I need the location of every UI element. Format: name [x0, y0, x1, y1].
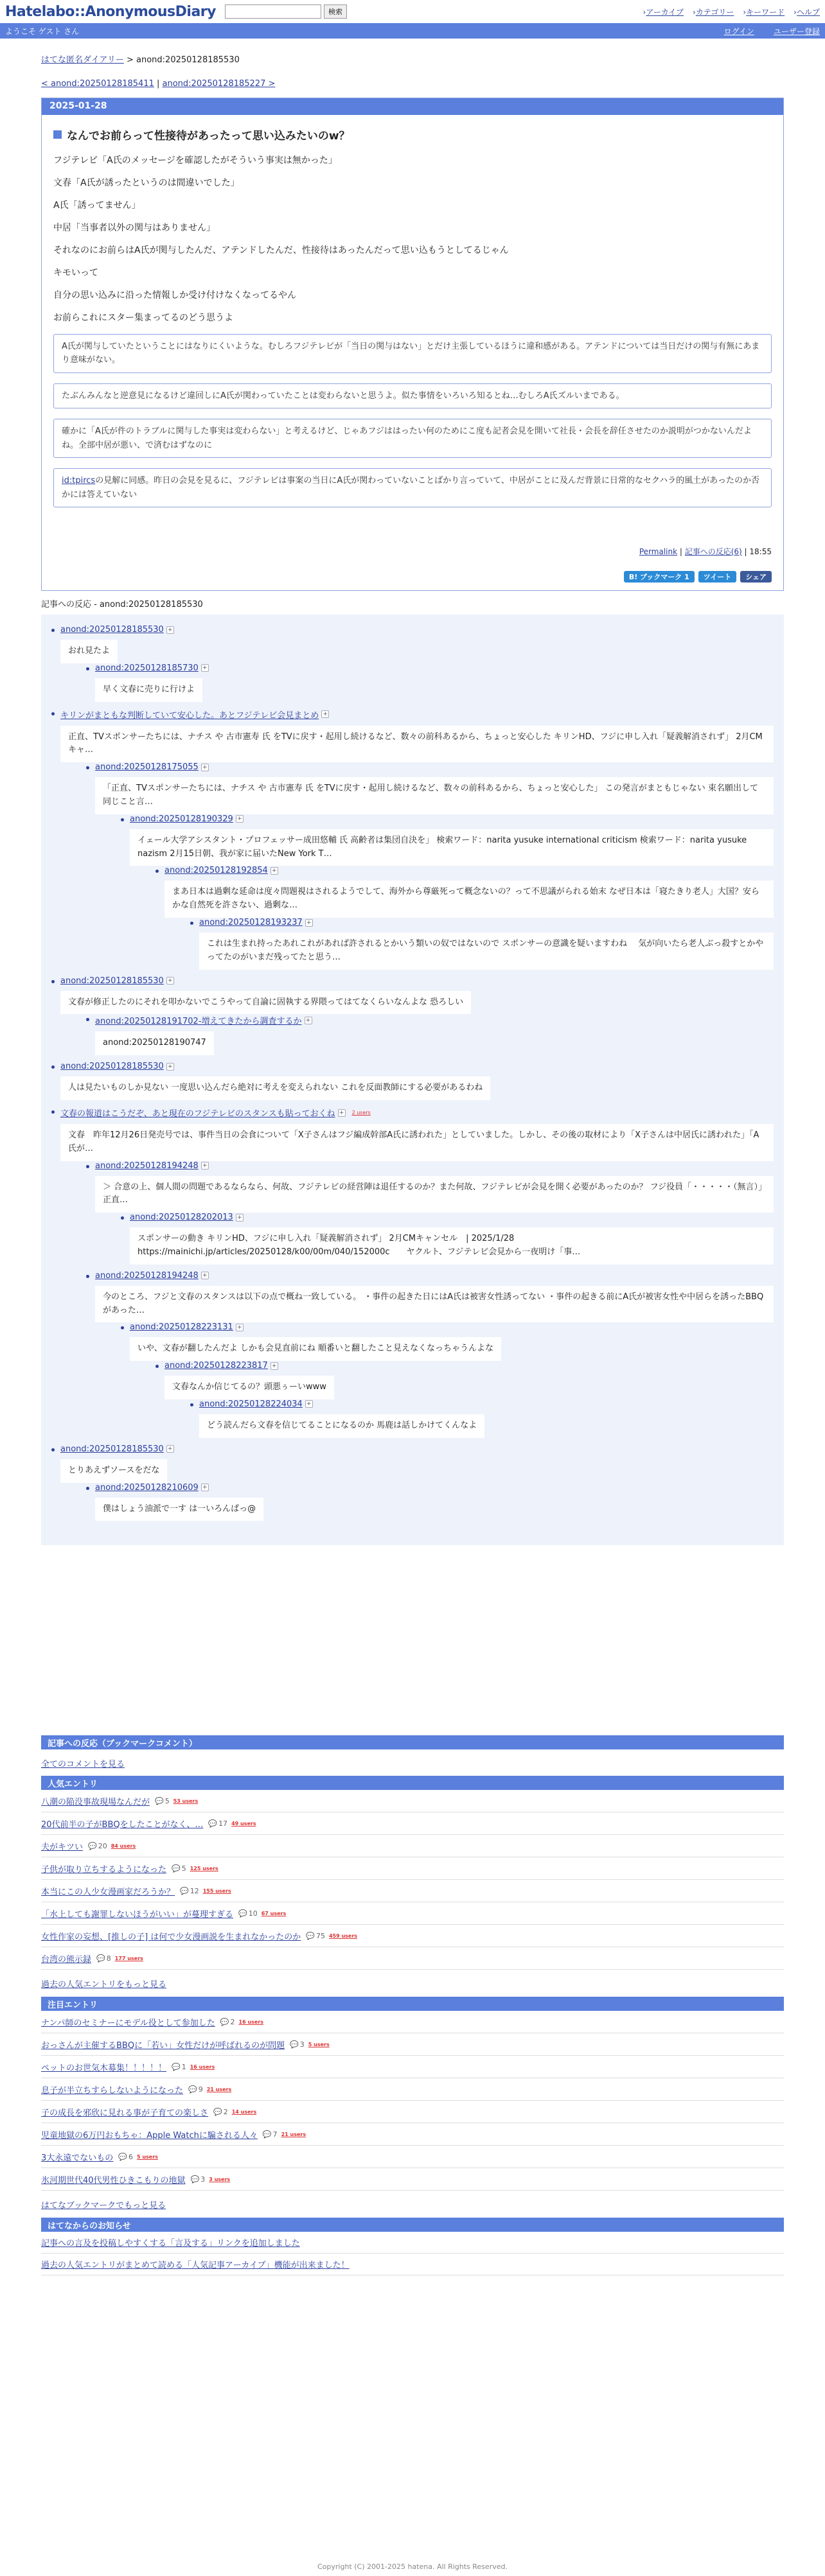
- comment-icon: 💬: [88, 1841, 97, 1850]
- comment-icon: 💬: [172, 1864, 181, 1873]
- user-register-link[interactable]: ユーザー登録: [773, 26, 820, 36]
- entry-title-link[interactable]: 八潮の陥没事故現場なんだが: [41, 1797, 150, 1807]
- comment-icon: 💬: [96, 1954, 105, 1963]
- reaction-item: [86, 1014, 774, 1055]
- reaction-list: [190, 918, 774, 970]
- entry-item: [41, 1880, 784, 1902]
- reactions-link[interactable]: 記事への反応(6): [684, 547, 742, 557]
- reaction-head: [130, 1213, 774, 1222]
- pager-separator: |: [154, 79, 163, 89]
- entry-item: [41, 1902, 784, 1925]
- reaction-head: [60, 1444, 774, 1454]
- bookmark-users-badge[interactable]: 125 users: [190, 1865, 218, 1871]
- entry-item: [41, 2033, 784, 2056]
- pager: [41, 79, 784, 89]
- add-star-icon[interactable]: +: [305, 919, 313, 927]
- bookmark-users-badge[interactable]: 2 users: [351, 1110, 371, 1116]
- comment-icon: 💬: [188, 2085, 197, 2094]
- entry-title-link[interactable]: 女性作家の妄想、[推しの子] は何で少女漫画説を生まれなかったのか: [41, 1932, 301, 1942]
- reaction-link[interactable]: anond:20250128185730: [95, 663, 199, 673]
- quote-block: [53, 383, 772, 408]
- share-row: [53, 571, 772, 583]
- entry-line: フジテレビ「A氏のメッセージを確認したがそういう事実は無かった」: [53, 155, 337, 166]
- reaction-item: [51, 1444, 774, 1521]
- reaction-body: どう読んだら文春を信じてることになるのか 馬鹿は話しかけてくんなよ: [199, 1414, 484, 1438]
- reaction-body: まあ日本は過剰な延命は度々問題視はされるようでして、海外から尊厳死って概念ないの？って不思議がられる始末 なぜ日本は「寝たきり老人」大国？安らかな自然死を許さない、過剰な…: [164, 881, 774, 918]
- entry-item: [41, 1835, 784, 1857]
- reaction-head: [130, 1322, 774, 1332]
- search-button[interactable]: 検索: [324, 4, 347, 19]
- reaction-item: [86, 1483, 774, 1521]
- entry-item: [41, 1947, 784, 1970]
- reaction-list: [121, 1213, 774, 1265]
- comment-icon: 💬: [172, 2062, 181, 2071]
- reaction-body: いや、文春が翻したんだよ しかも会見直前にね 順番いと翻したこと見えなくなっちゃうんよな: [130, 1337, 501, 1361]
- reaction-item: [190, 1399, 774, 1438]
- reaction-list: [86, 663, 774, 702]
- bookmark-users-badge[interactable]: 67 users: [261, 1910, 287, 1916]
- reactions-title-id: anond:20250128185530: [99, 600, 203, 610]
- entry-body: [42, 115, 783, 590]
- notice-link[interactable]: 過去の人気エントリがまとめて読める「人気記事アーカイブ」機能が出来ました！: [41, 2261, 350, 2271]
- entry-title-text: なんでお前らって性接待があったって思い込みたいのw？: [67, 130, 350, 143]
- add-star-icon[interactable]: +: [201, 664, 209, 672]
- entry-title-link[interactable]: 20代前半の子がBBQをしたことがなく、…: [41, 1819, 204, 1830]
- add-star-icon[interactable]: +: [305, 1400, 313, 1408]
- comment-icon: 💬: [306, 1931, 315, 1940]
- entry-item: [41, 2168, 784, 2191]
- breadcrumb: [41, 53, 784, 65]
- add-star-icon[interactable]: +: [201, 764, 209, 771]
- nav-keyword-link[interactable]: › キーワード: [743, 6, 785, 17]
- comment-count: 3: [299, 2040, 305, 2049]
- reaction-link[interactable]: anond:20250128202013: [130, 1213, 233, 1223]
- add-star-icon[interactable]: +: [166, 626, 174, 634]
- notice-item: [41, 2232, 784, 2254]
- entry-line: お前らこれにスター集まってるのどう思うよ: [53, 313, 233, 323]
- entry-line: 自分の思い込みに沿った情報しか受け付けなくなってるやん: [53, 290, 296, 301]
- entry-title-link[interactable]: 氷河期世代40代男性ひきこもりの地獄: [41, 2175, 186, 2186]
- bookmark-users-badge[interactable]: 5 users: [308, 2041, 330, 2047]
- bookmark-users-badge[interactable]: 177 users: [114, 1955, 143, 1961]
- reaction-head: [60, 976, 774, 986]
- bookmark-users-badge[interactable]: 21 users: [281, 2131, 306, 2137]
- bookmark-users-badge[interactable]: 459 users: [328, 1932, 358, 1939]
- reaction-head: [95, 1483, 774, 1493]
- reaction-link[interactable]: anond:20250128185530: [60, 625, 164, 635]
- entry-item: [41, 2146, 784, 2168]
- popular-entries-header: 人気エントリ: [41, 1776, 784, 1790]
- entry-title-link[interactable]: 「水上しても謝罪しないほうがいい」が蔓理すぎる: [41, 1909, 234, 1920]
- entry-item: [41, 2101, 784, 2123]
- reaction-list: [86, 762, 774, 969]
- reaction-item: [51, 1107, 774, 1438]
- add-star-icon[interactable]: +: [201, 1162, 209, 1170]
- reaction-link[interactable]: anond:20250128192854: [164, 866, 268, 876]
- title-square-icon: [53, 130, 62, 139]
- entry-title-link[interactable]: 児童地獄の6万円おもちゃ：Apple Watchに騙される人々: [41, 2130, 258, 2141]
- reaction-link[interactable]: anond:20250128210609: [95, 1482, 199, 1493]
- add-star-icon[interactable]: +: [236, 1324, 244, 1331]
- reaction-link[interactable]: anond:20250128185530: [60, 1444, 164, 1454]
- reaction-link[interactable]: anond:20250128194248: [95, 1270, 199, 1281]
- comment-count: 5: [164, 1796, 170, 1805]
- reaction-link[interactable]: anond:20250128193237: [199, 918, 303, 928]
- reaction-list: [86, 1483, 774, 1521]
- reaction-item: [86, 663, 774, 702]
- next-entry-link[interactable]: anond:20250128185227 >: [162, 79, 276, 89]
- entry-item: [41, 1790, 784, 1812]
- reaction-list: [86, 1014, 774, 1055]
- entry-line: A氏「誘ってません」: [53, 200, 141, 211]
- reaction-head: [60, 1107, 774, 1119]
- add-star-icon[interactable]: +: [166, 1445, 174, 1453]
- entry-line: 中居「当事者以外の関与はありません」: [53, 223, 215, 233]
- quote-text: A氏が関与していたということにはなりにくいような。むしろフジテレビが「当日の関与はない」とだけ主張しているほうに違和感がある。アテンドについては当日だけの関与有無にあまり意味がない。: [62, 342, 760, 365]
- reaction-head: [130, 814, 774, 824]
- nav-archive-link[interactable]: › アーカイブ: [643, 6, 684, 17]
- top-nav: [643, 6, 821, 17]
- reaction-item: [155, 1361, 774, 1438]
- bookmark-users-badge[interactable]: 84 users: [111, 1843, 136, 1849]
- reaction-list: [121, 1322, 774, 1437]
- entry-item: [41, 2078, 784, 2101]
- entry-item: [41, 1812, 784, 1835]
- comment-count: 12: [190, 1886, 199, 1895]
- reaction-head: [95, 1161, 774, 1171]
- quote-user-link[interactable]: id:tpircs: [62, 476, 96, 486]
- facebook-share-button[interactable]: シェア: [740, 571, 772, 583]
- breadcrumb-separator: >: [123, 55, 137, 65]
- reactions-title: [41, 597, 784, 609]
- breadcrumb-current: anond:20250128185530: [136, 55, 240, 65]
- comment-count: 8: [106, 1954, 111, 1963]
- reaction-item: [121, 814, 774, 970]
- add-star-icon[interactable]: +: [201, 1484, 209, 1491]
- comment-icon: 💬: [262, 2130, 272, 2139]
- entry-item: [41, 2011, 784, 2033]
- quote-text: たぶんみんなと逆意見になるけど違回しにA氏が関わっていたことは変わらないと思うよ。似た事情をいろいろ知るとね…むしろA氏ズルいまである。: [62, 390, 625, 401]
- reactions-title-prefix: 記事への反応 -: [41, 600, 100, 610]
- reaction-body: 文春なんか信じてるの？頭悪ぅーいwww: [164, 1376, 334, 1399]
- reaction-body: anond:20250128190747: [95, 1031, 214, 1055]
- bookmark-users-badge[interactable]: 16 users: [190, 2063, 215, 2070]
- comment-count: 20: [98, 1841, 107, 1850]
- bookmark-users-badge[interactable]: 53 users: [173, 1798, 199, 1804]
- reaction-item: [86, 762, 774, 969]
- reaction-body: 正直、TVスポンサーたちには、ナチス や 古市憲寿 氏 をTVに戻す・起用し続けるなど、数々の前科あるから、ちょっと安心した キリンHD、フジに申し入れ「疑義解消されず」 2月CMキャ…: [60, 726, 774, 763]
- reaction-item: [51, 625, 774, 702]
- reaction-link[interactable]: anond:20250128190329: [130, 814, 233, 824]
- add-star-icon[interactable]: +: [321, 710, 329, 718]
- add-star-icon[interactable]: +: [338, 1109, 346, 1117]
- reaction-item: [155, 866, 774, 969]
- entry-title-link[interactable]: ナンパ師のセミナーにモデル役として参加した: [41, 2018, 215, 2028]
- comment-icon: 💬: [155, 1796, 164, 1805]
- bookmark-comments-header: 記事への反応（ブックマークコメント）: [41, 1735, 784, 1749]
- entry-title-link[interactable]: 子供が取り立ちするようになった: [41, 1864, 167, 1875]
- comment-icon: 💬: [180, 1886, 189, 1895]
- reaction-body: これは生まれ持ったあれこれがあれば許されるとかいう類いの奴ではないので スポンサーの意識を疑いますわね 気が向いたら老人ぶっ殺すとかやってたのがいまだ残ってたと思う…: [199, 933, 774, 970]
- notable-entries-header: 注目エントリ: [41, 1997, 784, 2011]
- reaction-body: 早く文春に売りに行けよ: [95, 678, 202, 702]
- comment-icon: 💬: [290, 2040, 299, 2049]
- quote-text: の見解に同感。昨日の会見を見るに、フジテレビは事案の当日にA氏が関わっていないことばかり言っていて、中居がことに及んだ背景に日常的なセクハラ的風土があったのか否かには答えていない: [62, 476, 760, 500]
- permalink-link[interactable]: Permalink: [639, 547, 678, 557]
- comment-count: 3: [200, 2175, 206, 2184]
- reaction-item: [51, 1062, 774, 1100]
- comment-count: 2: [230, 2017, 235, 2026]
- comment-icon: 💬: [190, 2175, 200, 2184]
- reaction-head: [60, 1062, 774, 1071]
- notice-link[interactable]: 記事への言及を投稿しやすくする「言及する」リンクを追加しました: [41, 2239, 300, 2249]
- entry-title-link[interactable]: おっさんが主催するBBQに「若い」女性だけが呼ばれるのが問題: [41, 2040, 285, 2051]
- reaction-item: [51, 708, 774, 970]
- hatena-bookmark-button[interactable]: B! ブックマーク 1: [624, 571, 695, 583]
- bookmark-users-badge[interactable]: 16 users: [238, 2019, 264, 2025]
- reaction-body: ＞ 合意の上、個人間の問題であるならなら、何故、フジテレビの経営陣は退任するのか？また何故、フジテレビが会見を開く必要があったのか？ フジ役員「・・・・・（無言）」 正直…: [95, 1176, 774, 1213]
- quote-block: [53, 419, 772, 458]
- bookmark-users-badge[interactable]: 5 users: [136, 2153, 158, 2160]
- comment-icon: 💬: [220, 2017, 229, 2026]
- comment-count: 9: [198, 2085, 203, 2094]
- reaction-head: [164, 1361, 774, 1371]
- nav-help-link[interactable]: › ヘルプ: [794, 6, 820, 17]
- popular-more-link[interactable]: 過去の人気エントリをもっと見る: [41, 1979, 167, 1990]
- reaction-head: [95, 1271, 774, 1281]
- reaction-body: 文春が修正したのにそれを叩かないでこうやって自論に固執する界隈ってはてなくらいなんよな 恐ろしい: [60, 991, 471, 1015]
- add-star-icon[interactable]: +: [305, 1017, 312, 1024]
- reaction-body: 今のところ、フジと文春のスタンスは以下の点で概ね一致している。 ・事件の起きた日にはA氏は被害女性誘ってない ・事件の起きる前にA氏が被害女性や中居らを誘ったBBQがあった…: [95, 1286, 774, 1323]
- reaction-item: [51, 976, 774, 1056]
- entry-time: 18:55: [749, 547, 772, 557]
- reaction-head: [95, 762, 774, 772]
- reaction-item: [86, 1161, 774, 1265]
- reaction-list: [155, 1361, 774, 1438]
- comment-count: 6: [128, 2152, 133, 2161]
- comment-icon: 💬: [208, 1819, 218, 1828]
- add-star-icon[interactable]: +: [271, 1362, 278, 1370]
- reaction-head: [95, 663, 774, 673]
- site-logo[interactable]: Hatelabo::AnonymousDiary: [5, 3, 216, 20]
- tweet-button[interactable]: ツイート: [698, 571, 736, 583]
- top-bar: [0, 0, 825, 23]
- breadcrumb-home-link[interactable]: はてな匿名ダイアリー: [41, 55, 124, 65]
- reaction-list: [121, 814, 774, 970]
- notable-more-link[interactable]: はてなブックマークでもっと見る: [41, 2200, 166, 2211]
- entry-title-link[interactable]: 子の成長を邪欣に見れる事が子育ての楽しさ: [41, 2108, 209, 2118]
- reaction-body: 人は見たいものしか見ない 一度思い込んだら絶対に考えを変えられない これを反面教師にする必要があるわね: [60, 1076, 490, 1100]
- day-date: 2025-01-28: [42, 98, 783, 115]
- comment-count: 5: [181, 1864, 186, 1873]
- comment-count: 75: [315, 1931, 325, 1940]
- reaction-body: 僕はしょう油派で一す は一いろんぱっ@: [95, 1498, 263, 1521]
- reaction-body: 「正直、TVスポンサーたちには、ナチス や 古市憲寿 氏 をTVに戻す・起用し続けるなど、数々の前科あるから、ちょっと安心した」 この発言がまともじゃない 束名願出して同じこと言…: [95, 777, 774, 814]
- reaction-head: [60, 625, 774, 635]
- reaction-body: イェール大学アシスタント・プロフェッサー成田悠輔 氏 高齢者は集団自決を」 検索ワード：narita yusuke international criticism 検索ワード：narita yusuke nazism 2月15日朝、我が家に届いたNew York T…: [130, 829, 774, 866]
- comment-count: 17: [218, 1819, 228, 1828]
- prev-entry-link[interactable]: < anond:20250128185411: [41, 79, 154, 89]
- entry-item: [41, 1925, 784, 1947]
- entry-title-link[interactable]: 夫がキツい: [41, 1842, 84, 1852]
- comment-count: 1: [181, 2062, 186, 2071]
- entry-title-link[interactable]: ペットのお世気木募集！！！！！: [41, 2063, 167, 2073]
- all-comments-link[interactable]: 全てのコメントを見る: [41, 1760, 125, 1770]
- quote-block: [53, 334, 772, 373]
- reaction-body: とりあえずソースをだな: [60, 1459, 167, 1483]
- reaction-head: [164, 866, 774, 875]
- comment-count: 7: [272, 2130, 278, 2139]
- comment-icon: 💬: [238, 1909, 247, 1918]
- entry-title-link[interactable]: 3大永遠でないもの: [41, 2153, 114, 2163]
- popular-entries-list: [41, 1790, 784, 1970]
- reaction-body: おれ見たよ: [60, 640, 118, 663]
- reaction-link[interactable]: anond:20250128175055: [95, 762, 199, 773]
- reaction-list: [51, 625, 774, 1521]
- reaction-item: [86, 1271, 774, 1438]
- footer-copyright: Copyright (C) 2001-2025 hatena. All Rights Reserved.: [317, 2563, 508, 2571]
- entry-item: [41, 2056, 784, 2078]
- entry-item: [41, 2123, 784, 2146]
- entry-title-link[interactable]: 本当にこの人少女漫画家だろうか？: [41, 1887, 175, 1897]
- entry-title-link[interactable]: 息子が半立ちすらしないようになった: [41, 2085, 184, 2096]
- quote-block: [53, 468, 772, 507]
- bookmark-users-badge[interactable]: 3 users: [209, 2176, 231, 2182]
- add-star-icon[interactable]: +: [166, 977, 174, 985]
- notice-item: [41, 2254, 784, 2275]
- entry-line: キモいって: [53, 268, 98, 278]
- entry-title-link[interactable]: 台湾の熊示録: [41, 1954, 92, 1965]
- reaction-list: [190, 1399, 774, 1438]
- reaction-body: スポンサーの動き キリンHD、フジに申し入れ「疑義解消されず」 2月CMキャンセル | 2025/1/28 https://mainichi.jp/articles/20250128/k00/00m/040/152000c ヤクルト、フジテレビ会見から一夜明け「事…: [130, 1227, 774, 1265]
- entry-footer: Permalink | 記事への反応(6) | 18:55: [639, 547, 772, 557]
- bookmark-users-badge[interactable]: 155 users: [202, 1888, 231, 1894]
- reaction-link[interactable]: anond:20250128194248: [95, 1161, 199, 1171]
- reaction-link[interactable]: anond:20250128224034: [199, 1399, 303, 1409]
- add-star-icon[interactable]: +: [271, 867, 278, 875]
- reaction-item: [190, 918, 774, 970]
- reaction-link[interactable]: 文春の報道はこうだぞ、あと現在のフジテレビのスタンスも貼っておくね: [60, 1109, 335, 1119]
- notable-entries-list: [41, 2011, 784, 2191]
- login-link[interactable]: ログイン: [723, 26, 754, 36]
- comment-icon: 💬: [213, 2107, 222, 2116]
- main-content: [41, 53, 784, 2275]
- welcome-text: ようこそ ゲスト さん: [5, 26, 80, 36]
- add-star-icon[interactable]: +: [201, 1272, 209, 1279]
- comment-icon: 💬: [118, 2152, 127, 2161]
- reaction-item: [121, 1213, 774, 1265]
- quote-text: 確かに「A氏が件のトラブルに関与した事実は変わらない」と考えるけど、じゃあフジははったい何のためにこ度も記者会見を開いて社長・会長を辞任させたのか説明がつかないんだよね。全部中居が悪い、で済むはずなのに: [62, 426, 752, 450]
- reaction-link[interactable]: キリンがまともな判断していて安心した。あとフジテレビ会見まとめ: [60, 710, 319, 721]
- notices-header: はてなからのお知らせ: [41, 2218, 784, 2232]
- nav-category-link[interactable]: › カテゴリー: [693, 6, 734, 17]
- entry-line: それなのにお前らはA氏が関与したんだ、アテンドしたんだ、性接待はあったんだって思い込もうとしてるじゃん: [53, 245, 509, 256]
- reaction-head: [199, 1399, 774, 1409]
- add-star-icon[interactable]: +: [236, 1214, 244, 1222]
- bookmark-users-badge[interactable]: 14 users: [231, 2108, 257, 2115]
- add-star-icon[interactable]: +: [166, 1063, 174, 1071]
- search-input[interactable]: [225, 4, 321, 19]
- reaction-item: [121, 1322, 774, 1437]
- welcome-bar: [0, 23, 825, 39]
- reaction-list: [155, 866, 774, 969]
- add-star-icon[interactable]: +: [236, 815, 244, 823]
- reaction-head: [60, 708, 774, 721]
- reaction-head: [199, 918, 774, 927]
- entry-line: 文春「A氏が誘ったというのは間違いでした」: [53, 178, 240, 188]
- entry-title: [53, 127, 772, 143]
- reaction-body: 文春 昨年12月26日発売号では、事件当日の会食について「X子さんはフジ編成幹部A氏に誘われた」としていました。しかし、その後の取材により「X子さんは中居氏に誘われた」「A氏が…: [60, 1124, 774, 1161]
- bookmark-users-badge[interactable]: 21 users: [206, 2086, 232, 2092]
- entry-item: [41, 1857, 784, 1880]
- reaction-link[interactable]: anond:20250128223817: [164, 1361, 268, 1371]
- reaction-link[interactable]: anond:20250128185530: [60, 976, 164, 986]
- reaction-link[interactable]: anond:20250128191702-増えてきたから調査するか: [95, 1017, 302, 1027]
- bookmark-users-badge[interactable]: 49 users: [231, 1820, 256, 1827]
- reaction-list: [86, 1161, 774, 1438]
- comment-count: 2: [223, 2107, 228, 2116]
- reactions-tree: [41, 615, 784, 1545]
- comment-count: 10: [248, 1909, 258, 1918]
- day-section: [41, 98, 784, 591]
- reaction-link[interactable]: anond:20250128185530: [60, 1062, 164, 1072]
- reaction-link[interactable]: anond:20250128223131: [130, 1322, 233, 1333]
- reaction-head: [95, 1014, 774, 1026]
- bottom-area: [41, 1735, 784, 2275]
